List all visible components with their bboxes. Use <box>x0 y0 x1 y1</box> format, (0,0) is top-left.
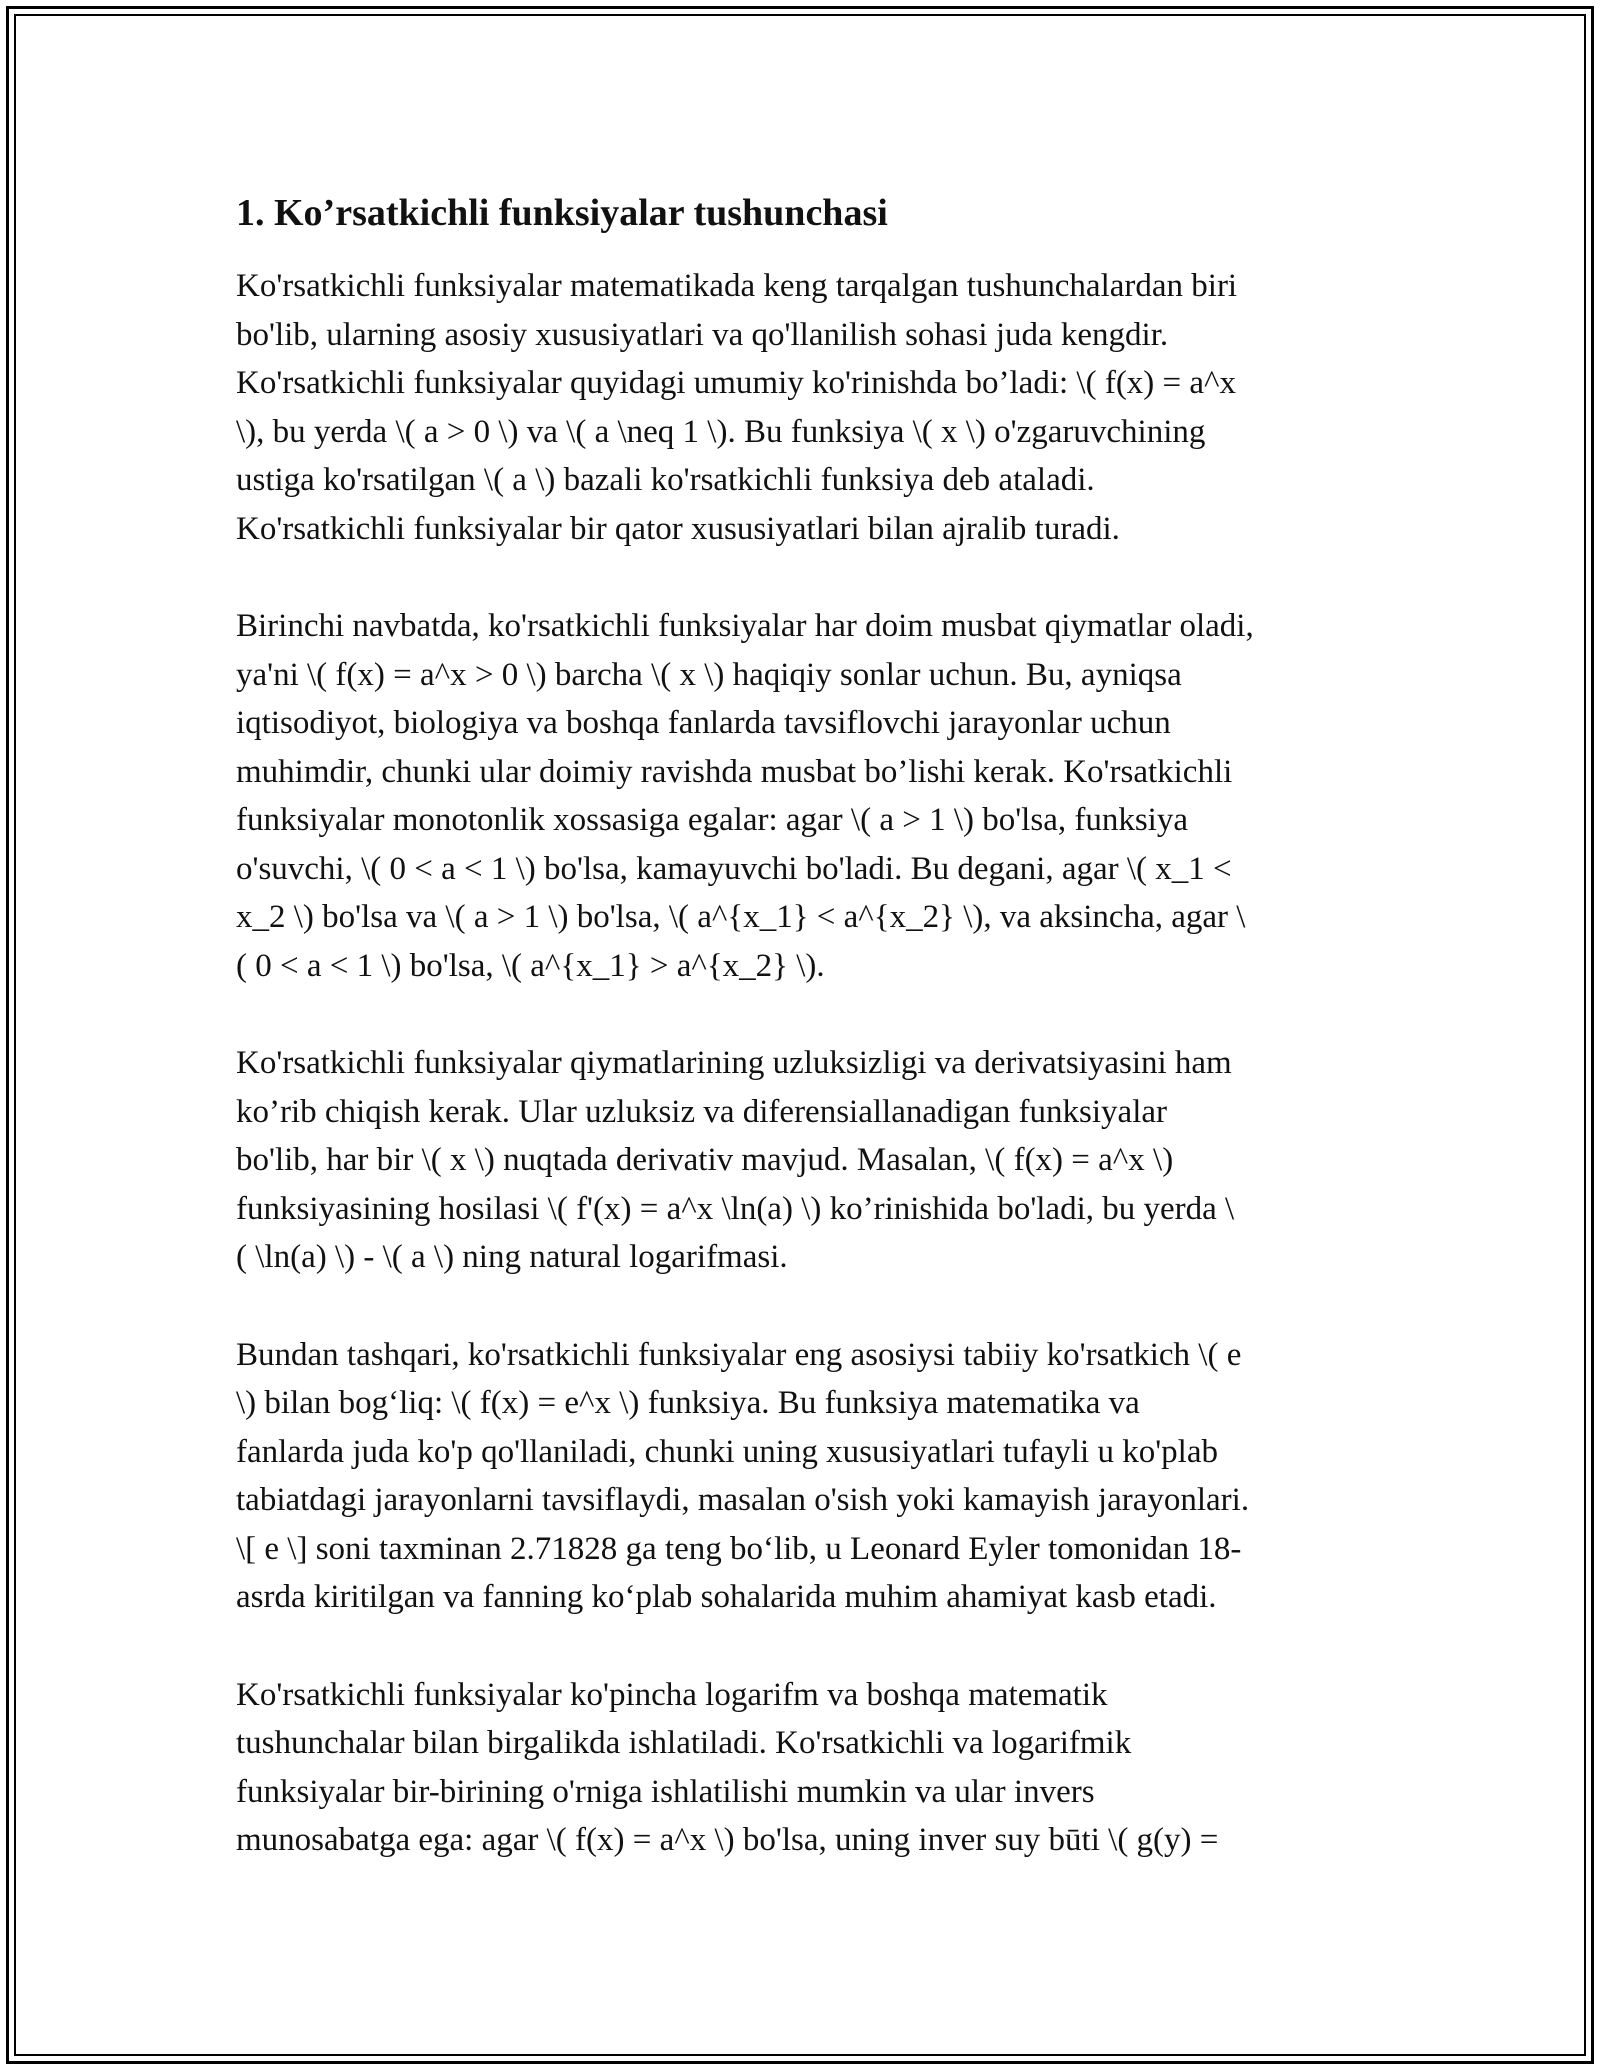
text-line: Ko'rsatkichli funksiyalar ko'pincha logarifm va boshqa matematik <box>236 1676 1108 1713</box>
text-line: bo'lib, ularning asosiy xususiyatlari va qo'llanilish sohasi juda kengdir. <box>236 316 1169 353</box>
text-line: \[ e \] soni taxminan 2.71828 ga teng bo‘lib, u Leonard Eyler tomonidan 18- <box>236 1530 1242 1567</box>
text-line: Bundan tashqari, ko'rsatkichli funksiyalar eng asosiysi tabiiy ko'rsatkich \( e <box>236 1336 1242 1373</box>
paragraph <box>236 602 1376 990</box>
section-heading: 1. Ko’rsatkichli funksiyalar tushunchasi <box>236 192 888 234</box>
text-line: ya'ni \( f(x) = a^x > 0 \) barcha \( x \) haqiqiy sonlar uchun. Bu, ayniqsa <box>236 656 1182 693</box>
document-body <box>236 188 1376 1914</box>
paragraph <box>236 1331 1376 1622</box>
text-line: asrda kiritilgan va fanning ko‘plab sohalarida muhim ahamiyat kasb etadi. <box>236 1579 1217 1615</box>
text-line: muhimdir, chunki ular doimiy ravishda musbat bo’lishi kerak. Ko'rsatkichli <box>236 753 1233 790</box>
text-line: Ko'rsatkichli funksiyalar bir qator xususiyatlari bilan ajralib turadi. <box>236 510 1120 547</box>
text-line: tushunchalar bilan birgalikda ishlatiladi. Ko'rsatkichli va logarifmik <box>236 1725 1132 1761</box>
text-line: ( 0 < a < 1 \) bo'lsa, \( a^{x_1} > a^{x_2} \). <box>236 947 825 984</box>
text-line: x_2 \) bo'lsa va \( a > 1 \) bo'lsa, \( a^{x_1} < a^{x_2} \), va aksincha, agar \ <box>236 899 1246 935</box>
text-line: munosabatga ega: agar \( f(x) = a^x \) bo'lsa, uning inver suy būti \( g(y) = <box>236 1822 1219 1858</box>
text-line: \), bu yerda \( a > 0 \) va \( a \neq 1 \). Bu funksiya \( x \) o'zgaruvchining <box>236 413 1206 450</box>
text-line: Ko'rsatkichli funksiyalar matematikada keng tarqalgan tushunchalardan biri <box>236 268 1238 304</box>
text-line: funksiyalar monotonlik xossasiga egalar: agar \( a > 1 \) bo'lsa, funksiya <box>236 802 1188 838</box>
text-line: bo'lib, har bir \( x \) nuqtada derivativ mavjud. Masalan, \( f(x) = a^x \) <box>236 1142 1174 1178</box>
text-line: funksiyasining hosilasi \( f'(x) = a^x \ln(a) \) ko’rinishida bo'ladi, bu yerda \ <box>236 1190 1235 1227</box>
text-line: o'suvchi, \( 0 < a < 1 \) bo'lsa, kamayuvchi bo'ladi. Bu degani, agar \( x_1 < <box>236 850 1232 887</box>
text-line: \) bilan bog‘liq: \( f(x) = e^x \) funksiya. Bu funksiya matematika va <box>236 1385 1140 1421</box>
paragraph <box>236 1671 1376 1865</box>
text-line: ( \ln(a) \) - \( a \) ning natural logarifmasi. <box>236 1239 788 1275</box>
text-line: ko’rib chiqish kerak. Ular uzluksiz va diferensiallanadigan funksiyalar <box>236 1093 1168 1130</box>
text-line: Birinchi navbatda, ko'rsatkichli funksiyalar har doim musbat qiymatlar oladi, <box>236 608 1254 644</box>
text-line: iqtisodiyot, biologiya va boshqa fanlarda tavsiflovchi jarayonlar uchun <box>236 705 1171 741</box>
text-line: funksiyalar bir-birining o'rniga ishlatilishi mumkin va ular invers <box>236 1773 1095 1810</box>
text-line: ustiga ko'rsatilgan \( a \) bazali ko'rsatkichli funksiya deb ataladi. <box>236 462 1095 498</box>
text-line: Ko'rsatkichli funksiyalar quyidagi umumiy ko'rinishda bo’ladi: \( f(x) = a^x <box>236 365 1237 401</box>
paragraph <box>236 262 1376 553</box>
text-line: fanlarda juda ko'p qo'llaniladi, chunki uning xususiyatlari tufayli u ko'plab <box>236 1433 1218 1470</box>
text-line: Ko'rsatkichli funksiyalar qiymatlarining uzluksizligi va derivatsiyasini ham <box>236 1045 1232 1081</box>
paragraph <box>236 1039 1376 1282</box>
text-line: tabiatdagi jarayonlarni tavsiflaydi, masalan o'sish yoki kamayish jarayonlari. <box>236 1482 1250 1518</box>
